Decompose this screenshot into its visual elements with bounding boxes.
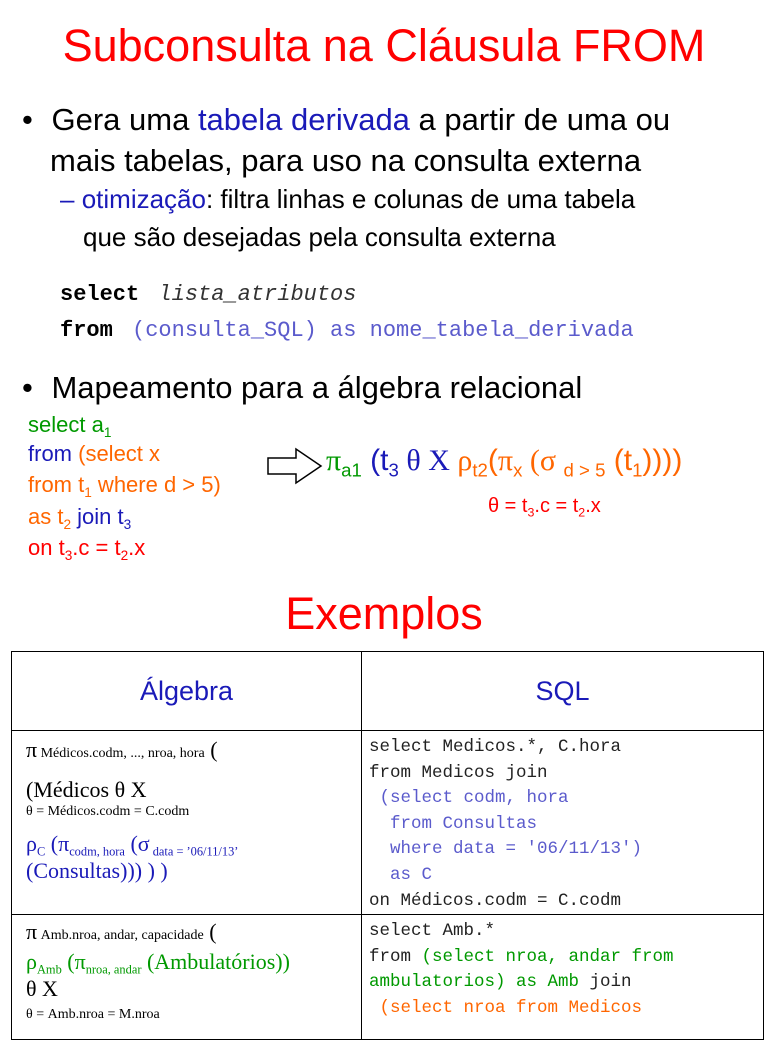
sql1-line: as C bbox=[369, 864, 433, 885]
map-sql-as: as t bbox=[28, 504, 64, 529]
sub-bullet-highlight: otimização bbox=[81, 184, 206, 214]
pi-symbol: π bbox=[26, 737, 38, 762]
cond-c: .x bbox=[585, 495, 601, 517]
pi-sub: Médicos.codm, ..., nroa, hora bbox=[37, 746, 205, 761]
alg2-line-2 bbox=[26, 949, 361, 976]
pi-sub: codm, hora bbox=[69, 844, 125, 859]
sql2-subselect: (select nroa, andar from bbox=[421, 946, 674, 967]
rho-sub: C bbox=[36, 844, 46, 859]
sql2-join: join bbox=[579, 972, 632, 993]
alg2-line-4: θ = Amb.nroa = M.nroa bbox=[26, 1007, 160, 1023]
bullet-1-text-a: Gera uma bbox=[51, 102, 198, 137]
ambulatorios-text: (Ambulatórios)) bbox=[141, 949, 290, 975]
code-lista: lista_atributos bbox=[158, 282, 357, 307]
map-sql-sub: 3 bbox=[123, 516, 132, 532]
sigma-symbol: (σ bbox=[124, 831, 150, 856]
paren: ( bbox=[203, 919, 217, 945]
map-sql-sub: 1 bbox=[103, 424, 112, 440]
sql1-line: on Médicos.codm = C.codm bbox=[369, 890, 622, 911]
header-sql: SQL bbox=[362, 652, 764, 731]
alg-t1: (t bbox=[605, 444, 633, 477]
code-select-keyword: select bbox=[60, 282, 140, 307]
pi-symbol: π bbox=[26, 919, 38, 945]
examples-table bbox=[11, 651, 764, 1040]
alg-sub: 3 bbox=[388, 459, 399, 481]
table-row bbox=[12, 915, 764, 1040]
bullet-1-highlight: tabela derivada bbox=[197, 102, 410, 137]
map-sql-subselect: (select x bbox=[78, 441, 161, 466]
sql2-from: from bbox=[369, 946, 422, 967]
bullet-1-line-2: mais tabelas, para uso na consulta externa bbox=[50, 143, 642, 178]
alg2-line-1 bbox=[26, 919, 361, 949]
sql2-as-amb: ambulatorios) as Amb bbox=[369, 972, 580, 993]
map-sql-where: where d > 5) bbox=[91, 472, 221, 497]
sigma-symbol: (σ bbox=[522, 444, 564, 477]
consultas-text: (Consultas))) ) ) bbox=[26, 858, 168, 883]
alg-close: )))) bbox=[642, 444, 683, 477]
pi-sub: a1 bbox=[341, 459, 362, 481]
map-algebra-condition bbox=[488, 495, 601, 518]
sql2-line-3 bbox=[369, 970, 763, 996]
map-sql-join: join t bbox=[71, 504, 124, 529]
slide-title: Subconsulta na Cláusula FROM bbox=[62, 20, 706, 71]
rho-symbol: ρ bbox=[457, 444, 473, 477]
pi-symbol: (π bbox=[45, 831, 70, 856]
sql2-line-2 bbox=[369, 945, 763, 971]
bullet-1 bbox=[22, 102, 670, 138]
map-sql-eq: .c = t bbox=[72, 535, 121, 560]
alg1-line-3: θ = Médicos.codm = C.codm bbox=[26, 804, 190, 819]
map-sql-sub: 1 bbox=[84, 484, 92, 500]
map-sql-line-5 bbox=[28, 534, 145, 562]
sql1-line: from Consultas bbox=[369, 813, 538, 834]
sql2-line: (select nroa from Medicos bbox=[369, 997, 643, 1018]
pi-sub: nroa, andar bbox=[85, 962, 142, 977]
cond-sub: 3 bbox=[527, 505, 535, 520]
sql2-line: select Amb.* bbox=[369, 921, 496, 942]
rho-symbol: ρ bbox=[26, 831, 37, 856]
pi-sub: Amb.nroa, andar, capacidade bbox=[37, 928, 204, 944]
map-algebra-expression bbox=[326, 444, 683, 481]
bullet-2-text: Mapeamento para a álgebra relacional bbox=[51, 370, 583, 405]
map-sql-from: from bbox=[28, 441, 79, 466]
bullet-dot-2: • bbox=[22, 370, 33, 405]
map-sql-line-4 bbox=[28, 503, 131, 531]
bullet-dot: • bbox=[22, 102, 33, 137]
pi2-sub: x bbox=[513, 459, 523, 481]
map-sql-line-2 bbox=[28, 440, 160, 468]
pi-symbol: π bbox=[326, 444, 342, 477]
sub-bullet-line-2: que são desejadas pela consulta externa bbox=[83, 222, 556, 252]
sub-bullet-dash: – bbox=[60, 184, 75, 214]
alg2-line-3: θ X bbox=[26, 976, 58, 1002]
alg1-line-5 bbox=[26, 858, 361, 884]
pi-symbol: (π bbox=[61, 949, 86, 975]
sql1-line: where data = '06/11/13') bbox=[369, 839, 643, 860]
map-sql-sub: 2 bbox=[120, 547, 129, 563]
bullet-2 bbox=[22, 370, 582, 406]
cond-b: .c = t bbox=[534, 495, 579, 517]
header-algebra: Álgebra bbox=[12, 652, 362, 731]
algebra-cell-2 bbox=[12, 915, 362, 1040]
alg-paren: ( bbox=[487, 444, 498, 477]
table-header-row bbox=[12, 652, 764, 731]
sql1-line: from Medicos join bbox=[369, 762, 548, 783]
sql1-line: (select codm, hora bbox=[369, 788, 569, 809]
map-sql-x: .x bbox=[128, 535, 146, 560]
sigma-sub: d > 5 bbox=[563, 459, 606, 481]
code-from-keyword: from bbox=[60, 318, 113, 343]
cond-sub: 2 bbox=[578, 505, 586, 520]
alg1-line-1 bbox=[26, 737, 361, 767]
pi2-symbol: π bbox=[497, 444, 514, 477]
rho-sub: t2 bbox=[472, 459, 488, 481]
map-sql-sub: 3 bbox=[64, 547, 73, 563]
alg1-line-2: (Médicos θ X bbox=[26, 777, 147, 802]
sub-bullet-text: : filtra linhas e colunas de uma tabela bbox=[205, 184, 636, 214]
table-row bbox=[12, 731, 764, 915]
sql-cell-2 bbox=[362, 915, 764, 1040]
code-line-from bbox=[60, 318, 634, 343]
rho-symbol: ρ bbox=[26, 949, 37, 975]
map-sql-line-1 bbox=[28, 411, 111, 439]
examples-title: Exemplos bbox=[285, 588, 483, 639]
sql1-line: select Medicos.*, C.hora bbox=[369, 737, 622, 757]
paren: ( bbox=[204, 737, 218, 762]
map-sql-line-3 bbox=[28, 471, 221, 499]
map-sql-from-t1: from t bbox=[28, 472, 85, 497]
alg-sub: 1 bbox=[632, 459, 643, 481]
map-sql-on: on t bbox=[28, 535, 65, 560]
code-line-select bbox=[60, 282, 356, 307]
alg-t3: (t bbox=[361, 444, 389, 477]
sigma-sub: data = ’06/11/13’ bbox=[149, 844, 239, 859]
cond-a: θ = t bbox=[488, 495, 528, 517]
sql-cell-1 bbox=[362, 731, 764, 915]
alg1-line-4 bbox=[26, 831, 361, 858]
code-consulta: (consulta_SQL) as nome_tabela_derivada bbox=[132, 318, 634, 343]
alg-theta-x: θ X bbox=[398, 444, 458, 477]
rho-sub: Amb bbox=[36, 962, 62, 977]
arrow-right-icon bbox=[266, 446, 324, 486]
map-sql-select: select a bbox=[28, 412, 104, 437]
algebra-cell-1 bbox=[12, 731, 362, 915]
map-sql-sub: 2 bbox=[63, 516, 72, 532]
bullet-1-text-b: a partir de uma ou bbox=[409, 102, 671, 137]
sub-bullet bbox=[60, 184, 635, 215]
